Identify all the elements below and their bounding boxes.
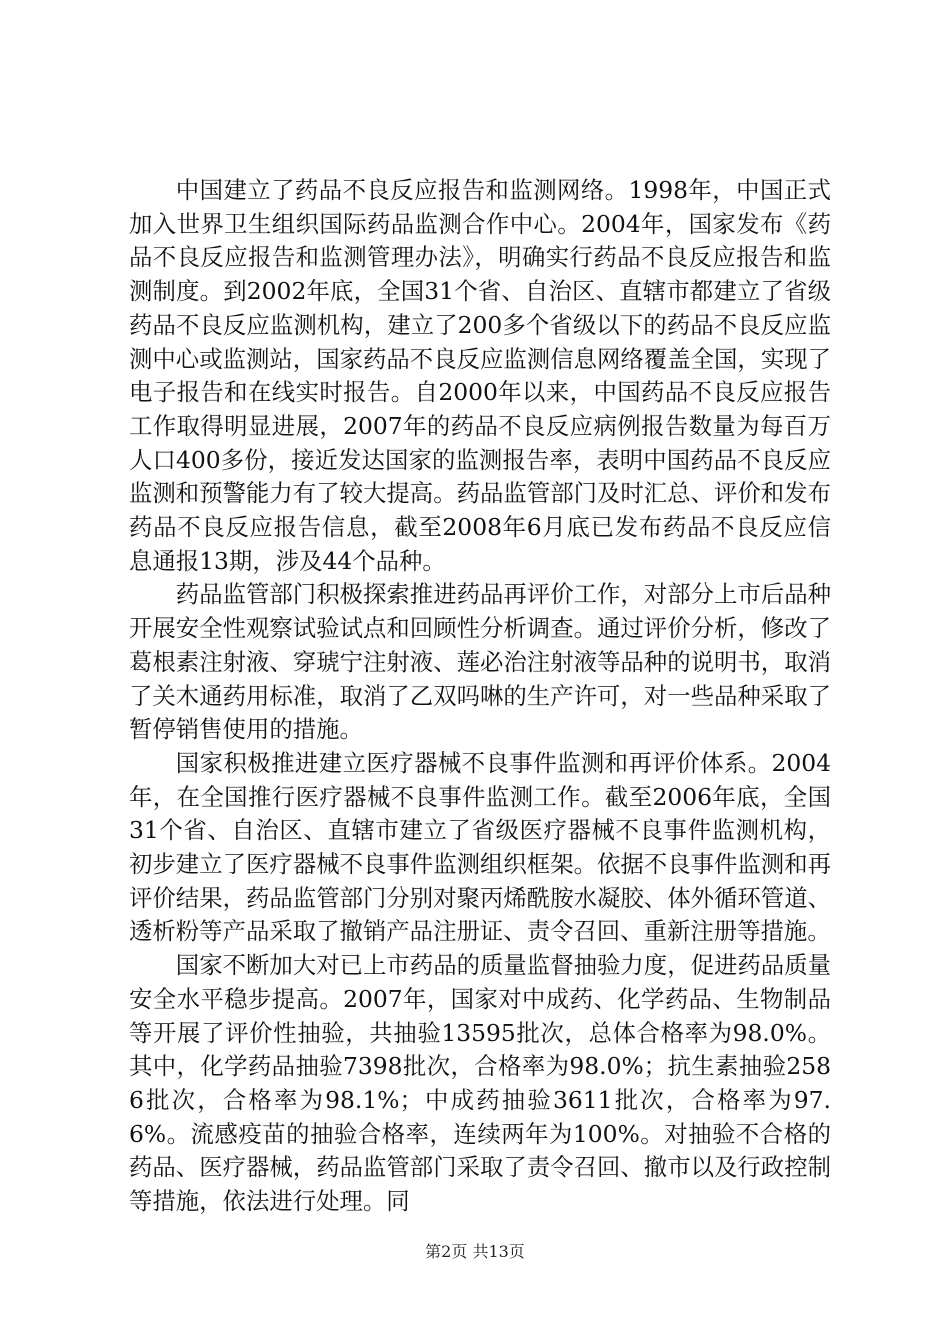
document-body — [129, 174, 831, 1219]
paragraph-quality-sampling: 国家不断加大对已上市药品的质量监督抽验力度，促进药品质量安全水平稳步提高。2007年，国家对中成药、化学药品、生物制品等开展了评价性抽验，共抽验13595批次，总体合格率为98.0%。其中，化学药品抽验7398批次，合格率为98.0%；抗生素抽验2586批次，合格率为98.1%；中成药抽验3611批次，合格率为97.6%。流感疫苗的抽验合格率，连续两年为100%。对抽验不合格的药品、医疗器械，药品监管部门采取了责令召回、撤市以及行政控制等措施，依法进行处理。同 — [129, 951, 831, 1216]
paragraph-adr-monitoring-network: 中国建立了药品不良反应报告和监测网络。1998年，中国正式加入世界卫生组织国际药品监测合作中心。2004年，国家发布《药品不良反应报告和监测管理办法》，明确实行药品不良反应报告和监测制度。到2002年底，全国31个省、自治区、直辖市都建立了省级药品不良反应监测机构，建立了200多个省级以下的药品不良反应监测中心或监测站，国家药品不良反应监测信息网络覆盖全国，实现了电子报告和在线实时报告。自2000年以来，中国药品不良反应报告工作取得明显进展，2007年的药品不良反应病例报告数量为每百万人口400多份，接近发达国家的监测报告率，表明中国药品不良反应监测和预警能力有了较大提高。药品监管部门及时汇总、评价和发布药品不良反应报告信息，截至2008年6月底已发布药品不良反应信息通报13期，涉及44个品种。 — [129, 176, 831, 575]
paragraph-drug-reevaluation: 药品监管部门积极探索推进药品再评价工作，对部分上市后品种开展安全性观察试验试点和回顾性分析调查。通过评价分析，修改了葛根素注射液、穿琥宁注射液、莲必治注射液等品种的说明书，取消了关木通药用标准，取消了乙双吗啉的生产许可，对一些品种采取了暂停销售使用的措施。 — [129, 580, 831, 744]
paragraph-medical-device-monitoring: 国家积极推进建立医疗器械不良事件监测和再评价体系。2004年，在全国推行医疗器械不良事件监测工作。截至2006年底，全国31个省、自治区、直辖市建立了省级医疗器械不良事件监测机构，初步建立了医疗器械不良事件监测组织框架。依据不良事件监测和再评价结果，药品监管部门分别对聚丙烯酰胺水凝胶、体外循环管道、透析粉等产品采取了撤销产品注册证、责令召回、重新注册等措施。 — [129, 748, 831, 946]
page-number-footer: 第2页 共13页 — [425, 1242, 525, 1261]
